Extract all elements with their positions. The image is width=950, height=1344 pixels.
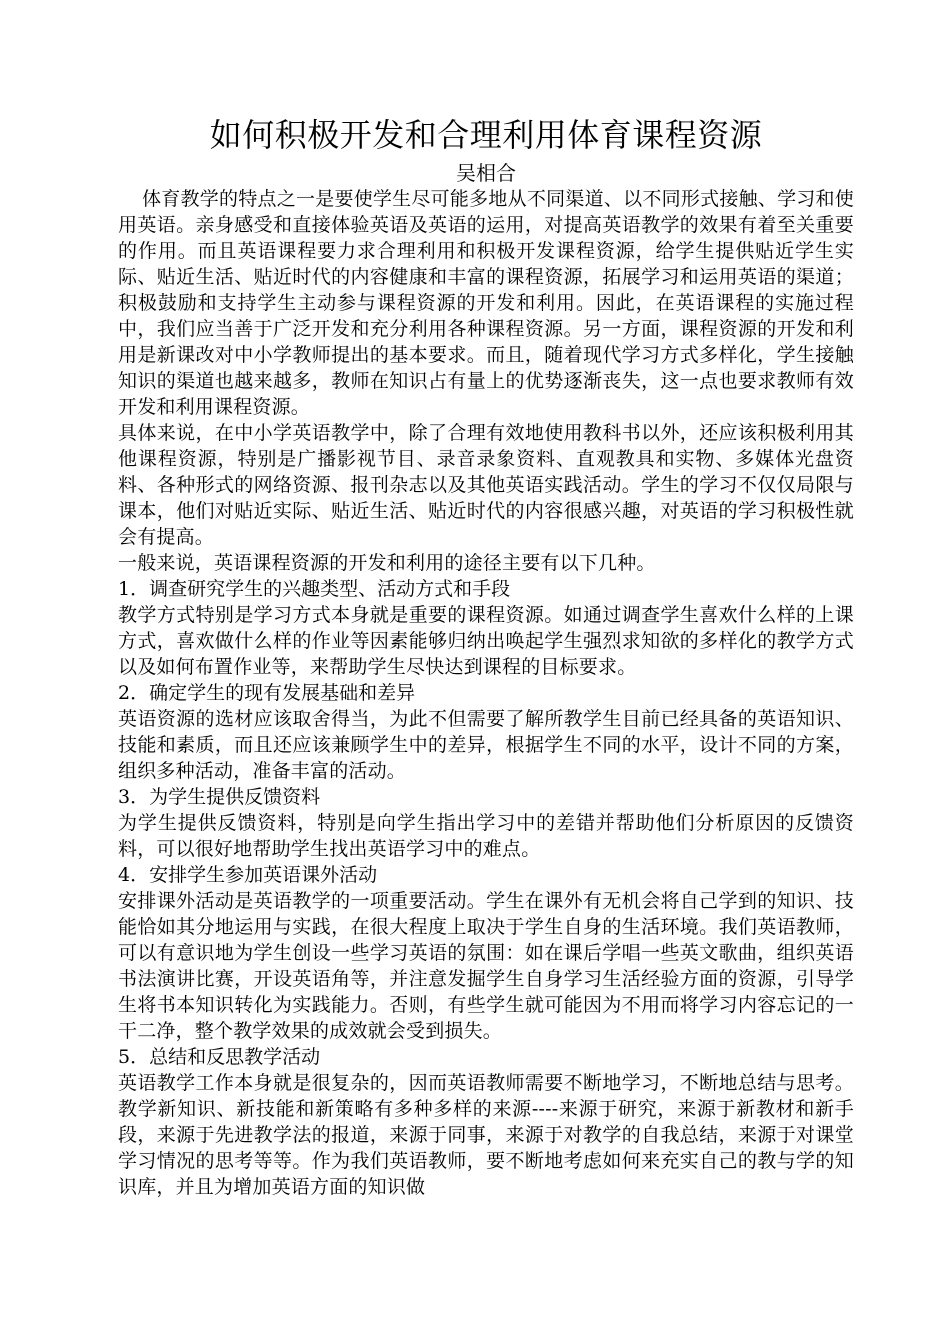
paragraph-specific: 具体来说，在中小学英语教学中，除了合理有效地使用教科书以外，还应该积极利用其他课程资源，特别是广播影视节目、录音录象资料、直观教具和实物、多媒体光盘资料、各种形式的网络资源、报刊杂志以及其他英语实践活动。学生的学习不仅仅局限与课本，他们对贴近实际、贴近生活、贴近时代的内容很感兴趣，对英语的学习积极性就会有提高。 xyxy=(118,422,854,548)
section-body-2: 英语资源的选材应该取舍得当，为此不但需要了解所教学生目前已经具备的英语知识、技能和素质，而且还应该兼顾学生中的差异，根据学生不同的水平，设计不同的方案，组织多种活动，准备丰富的活动。 xyxy=(118,708,854,782)
section-body-3: 为学生提供反馈资料，特别是向学生指出学习中的差错并帮助他们分析原因的反馈资料，可以很好地帮助学生找出英语学习中的难点。 xyxy=(118,812,854,860)
section-heading-2: 2．确定学生的现有发展基础和差异 xyxy=(118,682,416,704)
paragraph-intro: 体育教学的特点之一是要使学生尽可能多地从不同渠道、以不同形式接触、学习和使用英语。亲身感受和直接体验英语及英语的运用，对提高英语教学的效果有着至关重要的作用。而且英语课程要力求合理利用和积极开发课程资源，给学生提供贴近学生实际、贴近生活、贴近时代的内容健康和丰富的课程资源，拓展学习和运用英语的渠道；积极鼓励和支持学生主动参与课程资源的开发和利用。因此，在英语课程的实施过程中，我们应当善于广泛开发和充分利用各种课程资源。另一方面，课程资源的开发和利用是新课改对中小学教师提出的基本要求。而且，随着现代学习方式多样化，学生接触知识的渠道也越来越多，教师在知识占有量上的优势逐渐丧失，这一点也要求教师有效开发和利用课程资源。 xyxy=(118,188,854,418)
section-body-1: 教学方式特别是学习方式本身就是重要的课程资源。如通过调查学生喜欢什么样的上课方式，喜欢做什么样的作业等因素能够归纳出唤起学生强烈求知欲的多样化的教学方式以及如何布置作业等，来帮助学生尽快达到课程的目标要求。 xyxy=(118,604,854,678)
section-body-5: 英语教学工作本身就是很复杂的，因而英语教师需要不断地学习，不断地总结与思考。教学新知识、新技能和新策略有多种多样的来源----来源于研究，来源于新教材和新手段，来源于先进教学法的报道，来源于同事，来源于对教学的自我总结，来源于对课堂学习情况的思考等等。作为我们英语教师，要不断地考虑如何来充实自己的教与学的知识库，并且为增加英语方面的知识做 xyxy=(118,1072,854,1198)
section-body-4: 安排课外活动是英语教学的一项重要活动。学生在课外有无机会将自己学到的知识、技能恰如其分地运用与实践，在很大程度上取决于学生自身的生活环境。我们英语教师，可以有意识地为学生创设一些学习英语的氛围：如在课后学唱一些英文歌曲，组织英语书法演讲比赛，开设英语角等，并注意发掘学生自身学习生活经验方面的资源，引导学生将书本知识转化为实践能力。否则，有些学生就可能因为不用而将学习内容忘记的一干二净，整个教学效果的成效就会受到损失。 xyxy=(118,890,854,1042)
document-author: 吴相合 xyxy=(456,161,516,185)
section-heading-5: 5．总结和反思教学活动 xyxy=(118,1046,321,1068)
document-title: 如何积极开发和合理利用体育课程资源 xyxy=(209,116,763,154)
section-heading-1: 1．调查研究学生的兴趣类型、活动方式和手段 xyxy=(118,578,511,600)
section-heading-4: 4．安排学生参加英语课外活动 xyxy=(118,864,378,886)
paragraph-overview: 一般来说，英语课程资源的开发和利用的途径主要有以下几种。 xyxy=(118,552,656,574)
section-heading-3: 3．为学生提供反馈资料 xyxy=(118,786,321,808)
